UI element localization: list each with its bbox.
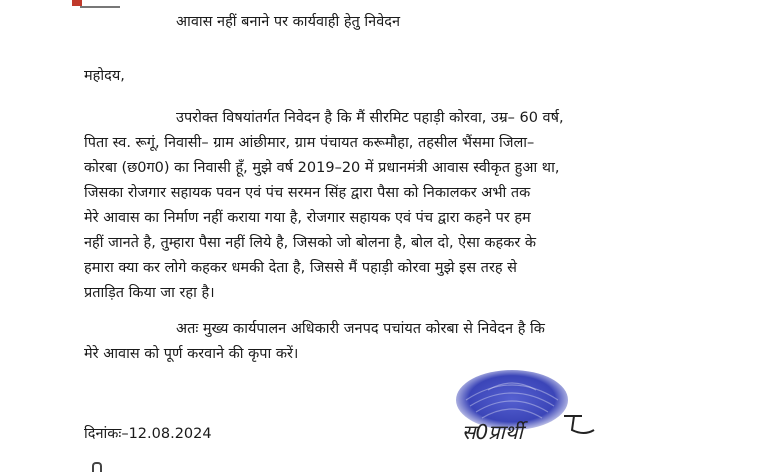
body-line: उपरोक्त विषयांतर्गत निवेदन है कि मैं सीरमिट पहाड़ी कोरवा, उम्र– 60 वर्ष, — [176, 110, 564, 126]
body-line: जिसका रोजगार सहायक पवन एवं पंच सरमन सिंह द्वारा पैसा को निकालकर अभी तक — [84, 185, 531, 201]
body-line: प्रताड़ित किया जा रहा है। — [84, 285, 215, 301]
body-line: नहीं जानते है, तुम्हारा पैसा नहीं लिये है, जिसको जो बोलना है, बोल दो, ऐसा कहकर के — [84, 235, 537, 251]
body-line: मेरे आवास का निर्माण नहीं कराया गया है, रोजगार सहायक एवं पंच द्वारा कहने पर हम — [84, 210, 531, 226]
body-line: हमारा क्या कर लोगे कहकर धमकी देता है, जिससे मैं पहाड़ी कोरवा मुझे इस तरह से — [84, 260, 517, 276]
signature-flourish-icon — [560, 410, 600, 440]
subject-line: आवास नहीं बनाने पर कार्यवाही हेतु निवेदन — [176, 14, 401, 30]
cut-off-subject-line — [176, 0, 676, 2]
body-line: पिता स्व. रूगूं, निवासी– ग्राम आंछीमार, ग्राम पंचायत करूमौहा, तहसील भैंसमा जिला– — [84, 135, 535, 151]
signature: स0प्रार्थी — [462, 420, 523, 444]
body-line: कोरबा (छ0ग0) का निवासी हूँ, मुझे वर्ष 2019–20 में प्रधानमंत्री आवास स्वीकृत हुआ था, — [84, 160, 560, 176]
cut-text-stub — [80, 6, 120, 8]
body-line: अतः मुख्य कार्यपालन अधिकारी जनपद पचांयत कोरबा से निवेदन है कि — [176, 321, 545, 337]
body-line: मेरे आवास को पूर्ण करवाने की कृपा करें। — [84, 346, 299, 362]
salutation: महोदय, — [84, 68, 125, 84]
date-line: दिनांकः–12.08.2024 — [84, 426, 212, 442]
cut-off-mark — [92, 462, 102, 472]
